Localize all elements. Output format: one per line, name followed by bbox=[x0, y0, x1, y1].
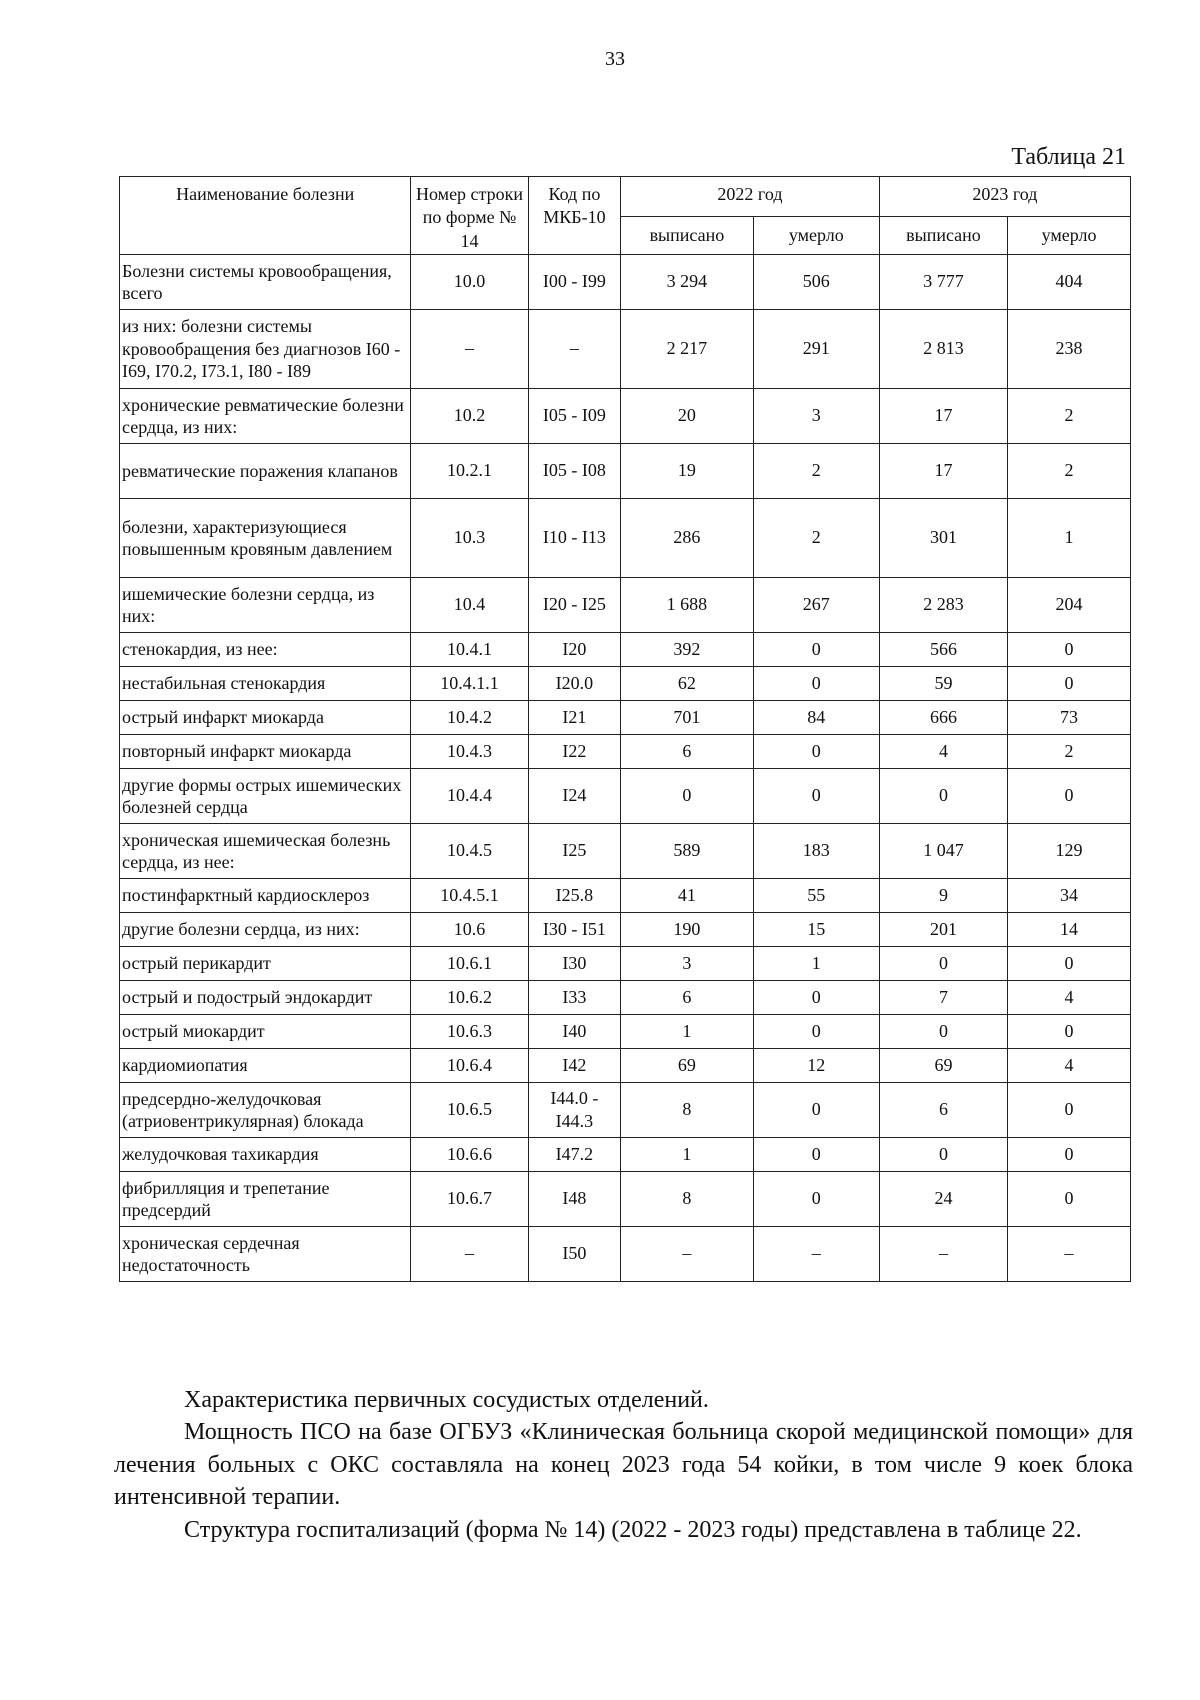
cell-2022-died: 84 bbox=[753, 701, 879, 735]
cell-2022-died: 2 bbox=[753, 444, 879, 499]
table-row bbox=[120, 735, 1131, 769]
cell-icd-code: I10 - I13 bbox=[528, 499, 620, 578]
cell-2023-discharged: 0 bbox=[879, 1015, 1007, 1049]
cell-2023-died: 0 bbox=[1008, 1138, 1131, 1172]
header-2022-discharged: выписано bbox=[621, 217, 754, 255]
cell-disease-name: хроническая ишемическая болезнь сердца, из нее: bbox=[120, 824, 411, 879]
cell-2022-died: 0 bbox=[753, 1015, 879, 1049]
cell-disease-name: хронические ревматические болезни сердца, из них: bbox=[120, 389, 411, 444]
cell-2022-died: 291 bbox=[753, 310, 879, 389]
header-icd-code: Код по МКБ-10 bbox=[528, 177, 620, 255]
cell-disease-name: ишемические болезни сердца, из них: bbox=[120, 578, 411, 633]
cell-icd-code: I00 - I99 bbox=[528, 255, 620, 310]
table-row bbox=[120, 824, 1131, 879]
cell-2023-died: 2 bbox=[1008, 389, 1131, 444]
table-row bbox=[120, 444, 1131, 499]
cell-2023-discharged: 24 bbox=[879, 1172, 1007, 1227]
paragraph-title: Характеристика первичных сосудистых отделений. bbox=[184, 1387, 709, 1413]
cell-2023-died: 404 bbox=[1008, 255, 1131, 310]
cell-icd-code: I22 bbox=[528, 735, 620, 769]
cell-2022-discharged: 2 217 bbox=[621, 310, 754, 389]
cell-disease-name: нестабильная стенокардия bbox=[120, 667, 411, 701]
cell-2023-discharged: 69 bbox=[879, 1049, 1007, 1083]
cell-2023-discharged: 0 bbox=[879, 947, 1007, 981]
cell-2022-died: 55 bbox=[753, 879, 879, 913]
cell-icd-code: I48 bbox=[528, 1172, 620, 1227]
cell-2022-discharged: 1 bbox=[621, 1015, 754, 1049]
cell-row-number: 10.6.1 bbox=[411, 947, 528, 981]
cell-2022-died: 0 bbox=[753, 633, 879, 667]
table-row bbox=[120, 667, 1131, 701]
cell-row-number: 10.4.1.1 bbox=[411, 667, 528, 701]
cell-2022-died: 0 bbox=[753, 981, 879, 1015]
cell-row-number: 10.4.5 bbox=[411, 824, 528, 879]
cell-2023-discharged: 0 bbox=[879, 769, 1007, 824]
table-row bbox=[120, 499, 1131, 578]
cell-row-number: 10.2 bbox=[411, 389, 528, 444]
cell-2022-died: 3 bbox=[753, 389, 879, 444]
table-row bbox=[120, 255, 1131, 310]
table-row bbox=[120, 310, 1131, 389]
cell-2023-discharged: – bbox=[879, 1227, 1007, 1282]
cell-2022-discharged: 62 bbox=[621, 667, 754, 701]
cell-icd-code: I42 bbox=[528, 1049, 620, 1083]
disease-table bbox=[119, 176, 1131, 1282]
cell-row-number: 10.4 bbox=[411, 578, 528, 633]
cell-row-number: 10.3 bbox=[411, 499, 528, 578]
table-body bbox=[120, 255, 1131, 1282]
table-row bbox=[120, 879, 1131, 913]
cell-2022-died: 183 bbox=[753, 824, 879, 879]
cell-2022-died: 2 bbox=[753, 499, 879, 578]
cell-2023-died: 0 bbox=[1008, 947, 1131, 981]
table-row bbox=[120, 1049, 1131, 1083]
cell-icd-code: I44.0 - I44.3 bbox=[528, 1083, 620, 1138]
cell-disease-name: фибрилляция и трепетание предсердий bbox=[120, 1172, 411, 1227]
body-text bbox=[114, 1384, 1133, 1546]
cell-2022-died: 0 bbox=[753, 735, 879, 769]
cell-2023-discharged: 2 813 bbox=[879, 310, 1007, 389]
cell-2023-died: 4 bbox=[1008, 981, 1131, 1015]
cell-2023-discharged: 59 bbox=[879, 667, 1007, 701]
table-caption: Таблица 21 bbox=[1011, 144, 1126, 170]
cell-disease-name: из них: болезни системы кровообращения без диагнозов I60 - I69, I70.2, I73.1, I80 - I89 bbox=[120, 310, 411, 389]
cell-row-number: 10.4.5.1 bbox=[411, 879, 528, 913]
cell-2023-discharged: 7 bbox=[879, 981, 1007, 1015]
cell-icd-code: I05 - I08 bbox=[528, 444, 620, 499]
cell-2023-died: 34 bbox=[1008, 879, 1131, 913]
cell-icd-code: – bbox=[528, 310, 620, 389]
cell-2023-discharged: 566 bbox=[879, 633, 1007, 667]
table-row bbox=[120, 701, 1131, 735]
cell-row-number: 10.4.1 bbox=[411, 633, 528, 667]
cell-2023-died: 238 bbox=[1008, 310, 1131, 389]
page-number: 33 bbox=[605, 48, 625, 70]
cell-2023-discharged: 3 777 bbox=[879, 255, 1007, 310]
cell-2023-discharged: 1 047 bbox=[879, 824, 1007, 879]
cell-2023-died: 0 bbox=[1008, 769, 1131, 824]
cell-2023-discharged: 9 bbox=[879, 879, 1007, 913]
cell-2023-discharged: 301 bbox=[879, 499, 1007, 578]
cell-2023-discharged: 4 bbox=[879, 735, 1007, 769]
cell-2022-discharged: 589 bbox=[621, 824, 754, 879]
cell-2023-discharged: 17 bbox=[879, 444, 1007, 499]
header-year-2023: 2023 год bbox=[879, 177, 1130, 217]
cell-disease-name: острый миокардит bbox=[120, 1015, 411, 1049]
cell-icd-code: I20 - I25 bbox=[528, 578, 620, 633]
cell-icd-code: I30 bbox=[528, 947, 620, 981]
cell-icd-code: I40 bbox=[528, 1015, 620, 1049]
cell-disease-name: другие формы острых ишемических болезней сердца bbox=[120, 769, 411, 824]
cell-2023-died: 73 bbox=[1008, 701, 1131, 735]
paragraph-capacity: Мощность ПСО на базе ОГБУЗ «Клиническая больница скорой медицинской помощи» для лечения больных с ОКС составляла на конец 2023 года 54 койки, в том числе 9 коек блока интенсивной терапии. bbox=[114, 1419, 1133, 1511]
cell-2022-died: 0 bbox=[753, 769, 879, 824]
cell-icd-code: I05 - I09 bbox=[528, 389, 620, 444]
cell-2022-died: 12 bbox=[753, 1049, 879, 1083]
cell-2022-died: 267 bbox=[753, 578, 879, 633]
cell-disease-name: острый перикардит bbox=[120, 947, 411, 981]
cell-2022-discharged: – bbox=[621, 1227, 754, 1282]
cell-2023-died: – bbox=[1008, 1227, 1131, 1282]
table-row bbox=[120, 947, 1131, 981]
cell-disease-name: острый и подострый эндокардит bbox=[120, 981, 411, 1015]
cell-2023-discharged: 2 283 bbox=[879, 578, 1007, 633]
cell-2022-discharged: 6 bbox=[621, 981, 754, 1015]
cell-2023-died: 0 bbox=[1008, 1172, 1131, 1227]
cell-disease-name: ревматические поражения клапанов bbox=[120, 444, 411, 499]
cell-2022-discharged: 69 bbox=[621, 1049, 754, 1083]
table-row bbox=[120, 1138, 1131, 1172]
cell-2022-discharged: 392 bbox=[621, 633, 754, 667]
cell-2023-died: 204 bbox=[1008, 578, 1131, 633]
table-row bbox=[120, 1172, 1131, 1227]
table-row bbox=[120, 1083, 1131, 1138]
cell-icd-code: I20.0 bbox=[528, 667, 620, 701]
cell-2022-discharged: 8 bbox=[621, 1083, 754, 1138]
cell-2023-discharged: 6 bbox=[879, 1083, 1007, 1138]
header-2023-discharged: выписано bbox=[879, 217, 1007, 255]
header-year-2022: 2022 год bbox=[621, 177, 880, 217]
cell-2023-discharged: 17 bbox=[879, 389, 1007, 444]
cell-2023-died: 4 bbox=[1008, 1049, 1131, 1083]
cell-disease-name: стенокардия, из нее: bbox=[120, 633, 411, 667]
cell-2023-died: 1 bbox=[1008, 499, 1131, 578]
cell-2023-died: 2 bbox=[1008, 735, 1131, 769]
cell-2022-died: 0 bbox=[753, 1172, 879, 1227]
cell-row-number: 10.6.3 bbox=[411, 1015, 528, 1049]
cell-icd-code: I20 bbox=[528, 633, 620, 667]
cell-2022-died: 15 bbox=[753, 913, 879, 947]
cell-2022-died: 1 bbox=[753, 947, 879, 981]
header-row-number: Номер строки по форме № 14 bbox=[411, 177, 528, 255]
cell-row-number: 10.2.1 bbox=[411, 444, 528, 499]
cell-2022-discharged: 8 bbox=[621, 1172, 754, 1227]
cell-2023-discharged: 201 bbox=[879, 913, 1007, 947]
cell-2023-died: 0 bbox=[1008, 1083, 1131, 1138]
cell-2023-discharged: 0 bbox=[879, 1138, 1007, 1172]
cell-2022-discharged: 41 bbox=[621, 879, 754, 913]
cell-2022-discharged: 286 bbox=[621, 499, 754, 578]
header-disease-name: Наименование болезни bbox=[120, 177, 411, 255]
cell-disease-name: кардиомиопатия bbox=[120, 1049, 411, 1083]
table-row bbox=[120, 578, 1131, 633]
cell-row-number: 10.6.6 bbox=[411, 1138, 528, 1172]
header-2023-died: умерло bbox=[1008, 217, 1131, 255]
cell-icd-code: I47.2 bbox=[528, 1138, 620, 1172]
cell-2022-discharged: 3 294 bbox=[621, 255, 754, 310]
cell-2023-died: 0 bbox=[1008, 667, 1131, 701]
cell-2022-discharged: 1 688 bbox=[621, 578, 754, 633]
table-row bbox=[120, 389, 1131, 444]
cell-disease-name: предсердно-желудочковая (атриовентрикулярная) блокада bbox=[120, 1083, 411, 1138]
cell-2022-died: – bbox=[753, 1227, 879, 1282]
cell-2022-discharged: 1 bbox=[621, 1138, 754, 1172]
cell-icd-code: I50 bbox=[528, 1227, 620, 1282]
cell-row-number: 10.0 bbox=[411, 255, 528, 310]
cell-disease-name: постинфарктный кардиосклероз bbox=[120, 879, 411, 913]
cell-disease-name: желудочковая тахикардия bbox=[120, 1138, 411, 1172]
table-row bbox=[120, 913, 1131, 947]
cell-2022-died: 506 bbox=[753, 255, 879, 310]
cell-icd-code: I33 bbox=[528, 981, 620, 1015]
table-row bbox=[120, 1015, 1131, 1049]
cell-2022-died: 0 bbox=[753, 1083, 879, 1138]
cell-icd-code: I24 bbox=[528, 769, 620, 824]
cell-row-number: – bbox=[411, 310, 528, 389]
cell-2022-discharged: 19 bbox=[621, 444, 754, 499]
table-row bbox=[120, 981, 1131, 1015]
table-row bbox=[120, 769, 1131, 824]
cell-2023-died: 0 bbox=[1008, 1015, 1131, 1049]
cell-2022-died: 0 bbox=[753, 1138, 879, 1172]
cell-2022-discharged: 3 bbox=[621, 947, 754, 981]
cell-2022-discharged: 6 bbox=[621, 735, 754, 769]
table-row bbox=[120, 1227, 1131, 1282]
cell-2022-discharged: 0 bbox=[621, 769, 754, 824]
cell-icd-code: I25 bbox=[528, 824, 620, 879]
cell-disease-name: острый инфаркт миокарда bbox=[120, 701, 411, 735]
cell-row-number: 10.6.4 bbox=[411, 1049, 528, 1083]
cell-row-number: 10.4.3 bbox=[411, 735, 528, 769]
cell-row-number: 10.6 bbox=[411, 913, 528, 947]
cell-2022-discharged: 20 bbox=[621, 389, 754, 444]
header-2022-died: умерло bbox=[753, 217, 879, 255]
cell-icd-code: I25.8 bbox=[528, 879, 620, 913]
cell-disease-name: болезни, характеризующиеся повышенным кровяным давлением bbox=[120, 499, 411, 578]
cell-row-number: 10.6.7 bbox=[411, 1172, 528, 1227]
cell-disease-name: хроническая сердечная недостаточность bbox=[120, 1227, 411, 1282]
cell-2022-discharged: 701 bbox=[621, 701, 754, 735]
cell-2023-died: 14 bbox=[1008, 913, 1131, 947]
cell-2022-discharged: 190 bbox=[621, 913, 754, 947]
cell-row-number: 10.6.5 bbox=[411, 1083, 528, 1138]
cell-2022-died: 0 bbox=[753, 667, 879, 701]
cell-disease-name: другие болезни сердца, из них: bbox=[120, 913, 411, 947]
cell-icd-code: I21 bbox=[528, 701, 620, 735]
cell-row-number: 10.4.4 bbox=[411, 769, 528, 824]
cell-2023-discharged: 666 bbox=[879, 701, 1007, 735]
cell-row-number: 10.6.2 bbox=[411, 981, 528, 1015]
table-row bbox=[120, 633, 1131, 667]
paragraph-structure: Структура госпитализаций (форма № 14) (2022 - 2023 годы) представлена в таблице 22. bbox=[184, 1516, 1082, 1543]
cell-2023-died: 129 bbox=[1008, 824, 1131, 879]
cell-row-number: – bbox=[411, 1227, 528, 1282]
cell-disease-name: Болезни системы кровообращения, всего bbox=[120, 255, 411, 310]
cell-2023-died: 0 bbox=[1008, 633, 1131, 667]
cell-2023-died: 2 bbox=[1008, 444, 1131, 499]
cell-row-number: 10.4.2 bbox=[411, 701, 528, 735]
cell-disease-name: повторный инфаркт миокарда bbox=[120, 735, 411, 769]
cell-icd-code: I30 - I51 bbox=[528, 913, 620, 947]
